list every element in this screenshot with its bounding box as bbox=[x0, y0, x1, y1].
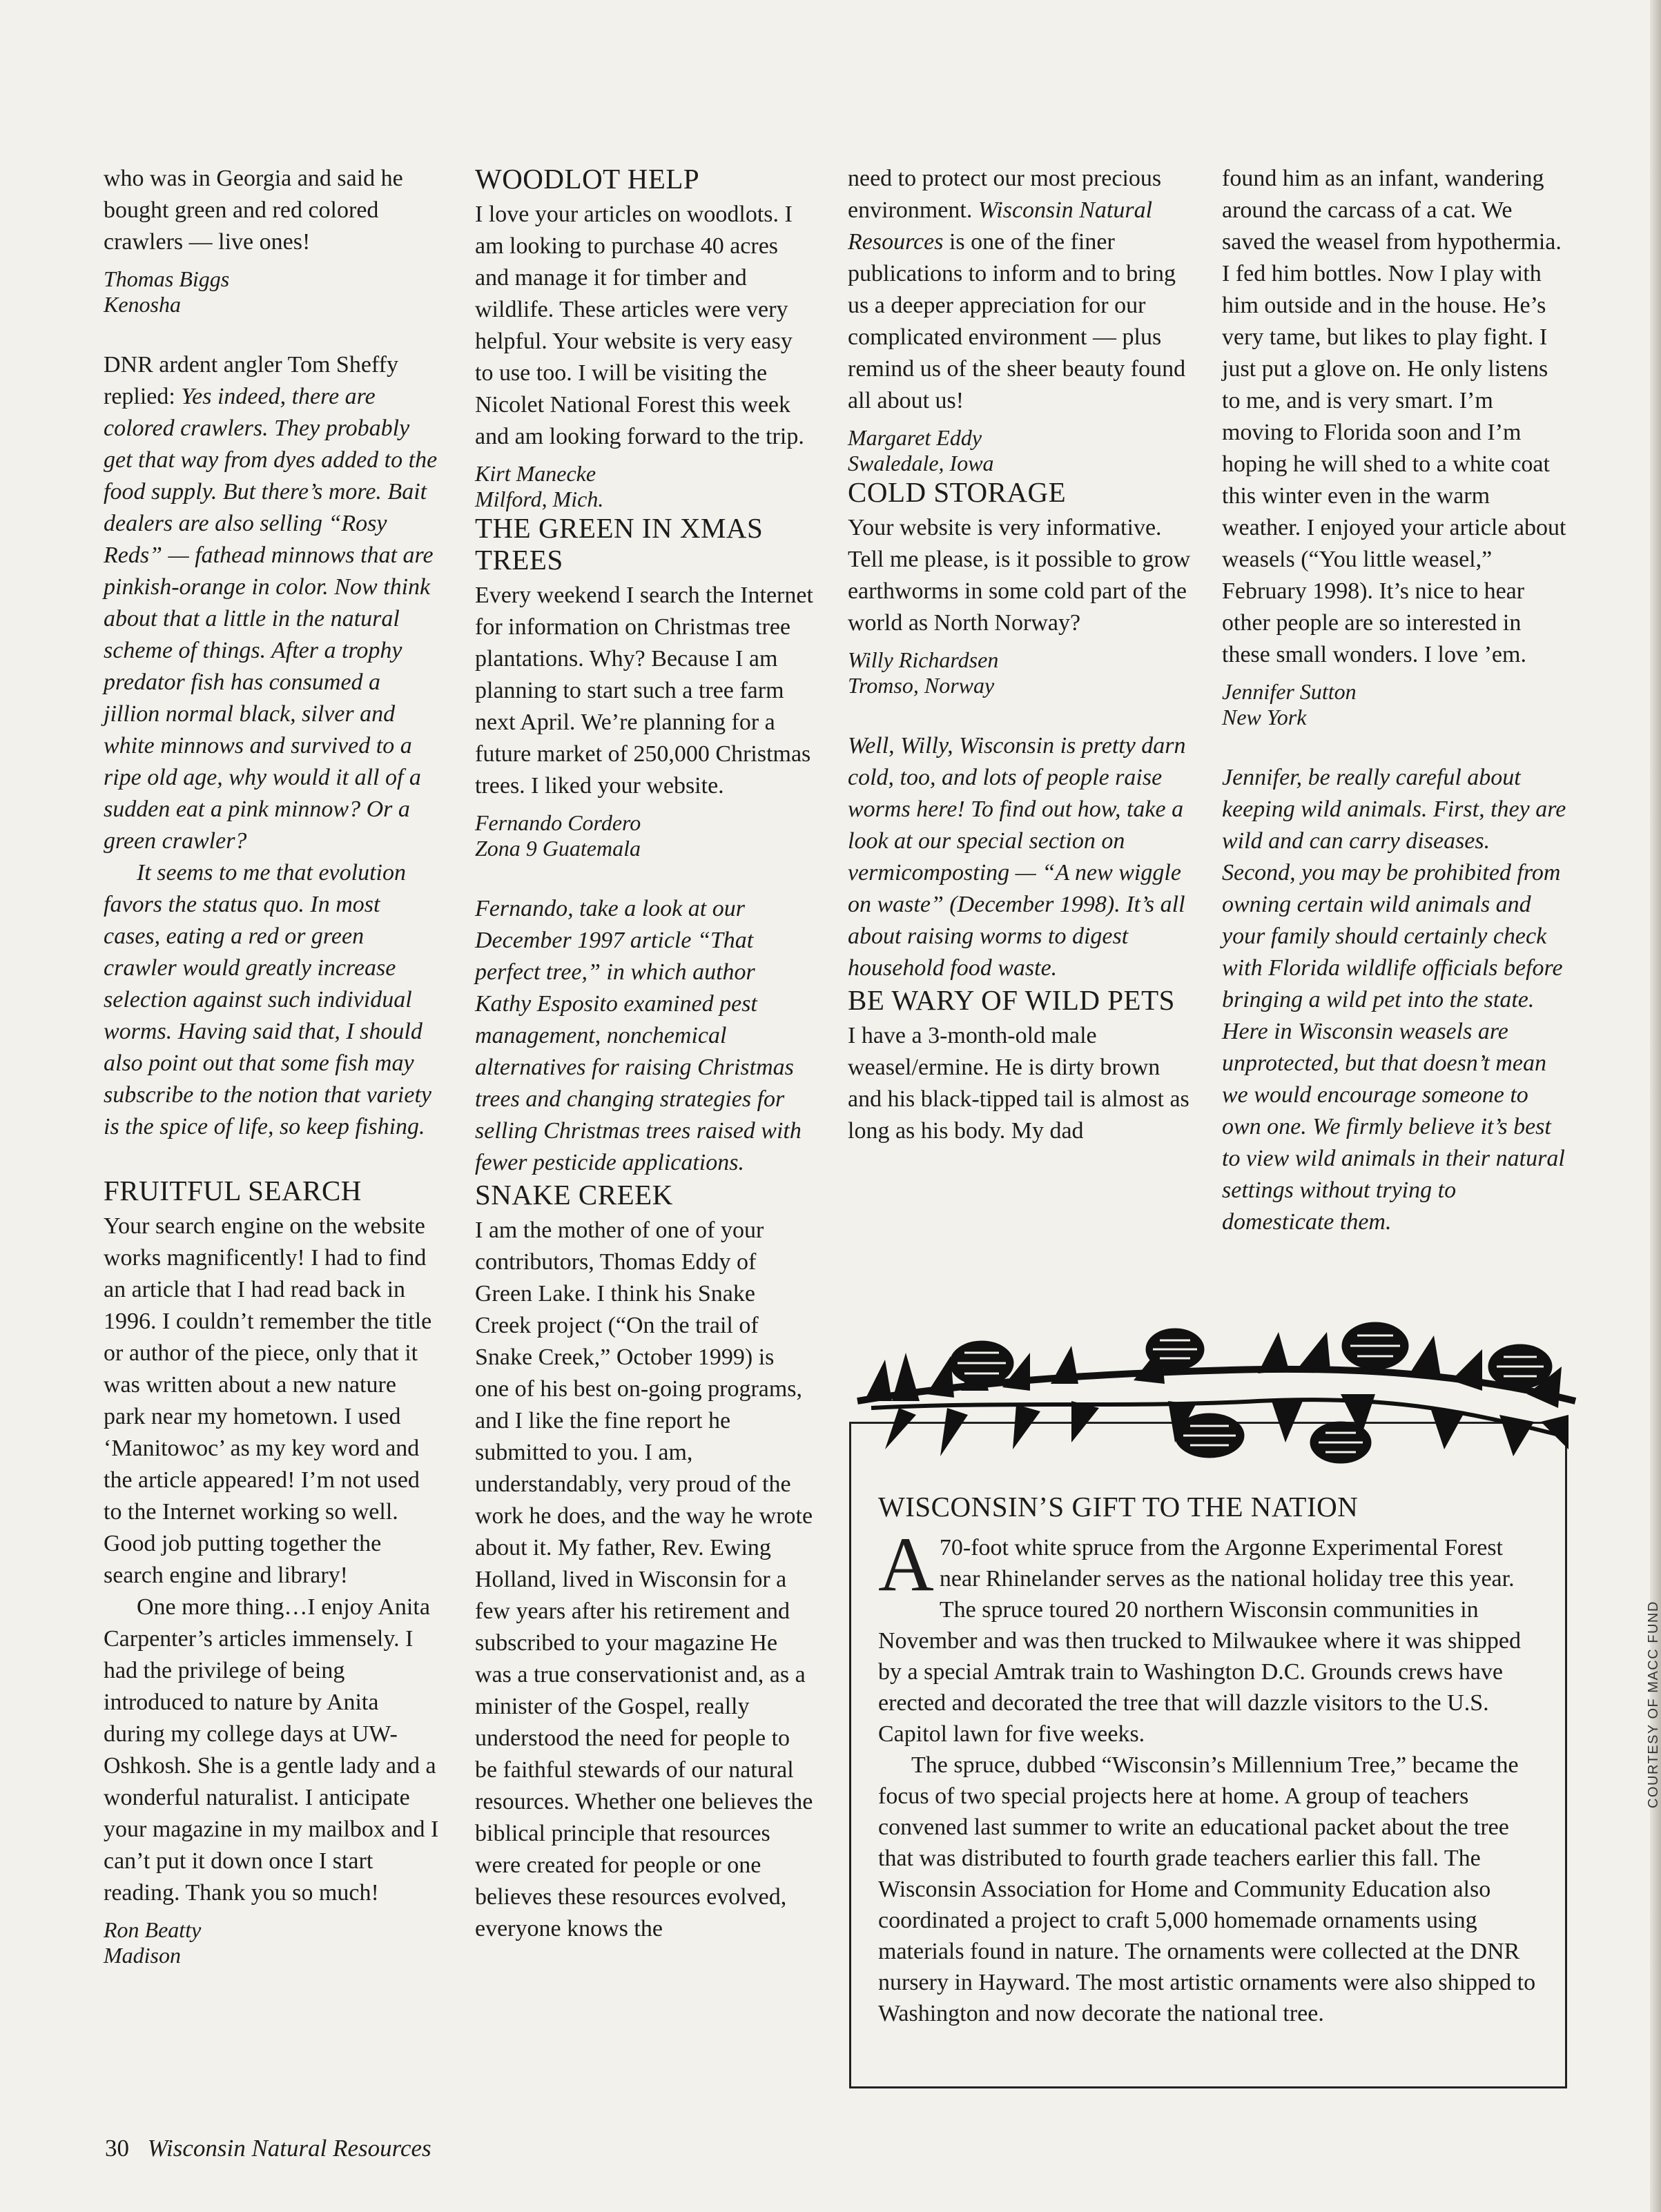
letter-continuation: found him as an infant, wandering around the carcass of a cat. We saved the weasel from hypothermia. I fed him bottles. Now I play with him outside and in the house. He’s very tame, but likes to play fight. I just put a glove on. He only listens to me, and is very smart. I’m moving to Florida soon and I’m hoping he will shed to a white coat this winter even in the warm weather. I enjoyed your article about weasels (“You little weasel,” February 1998). It’s nice to hear other people are so interested in these small wonders. I love ’em. bbox=[1222, 166, 1566, 667]
feature-text: 70-foot white spruce from the Argonne Experimental Forest near Rhinelander serves as the national holiday tree this year. The spruce toured 20 northern Wisconsin communities in November and was then trucked to Milwaukee where it was shipped by a special Amtrak train to Washington D.C. Grounds crews have erected and decorated the tree that will dazzle visitors to the U.S. Capitol lawn for five weeks. bbox=[878, 1535, 1521, 1747]
page-number: 30 bbox=[105, 2135, 129, 2162]
letter-body: Your search engine on the website works magnificently! I had to find an article that I had read back in 1996. I couldn’t remember the title or author of the piece, only that it was written about a new nature park near my hometown. I used ‘Manitowoc’ as my key word and the article appeared! I’m not used to the Internet working so well. Good job putting together the search engine and library! bbox=[104, 1213, 432, 1588]
feature-box-content bbox=[878, 1491, 1541, 2029]
letter-signature bbox=[475, 461, 813, 512]
publication-name: Wisconsin Natural Resources bbox=[147, 2135, 431, 2162]
letter-body: I am the mother of one of your contributors, Thomas Eddy of Green Lake. I think his Snake Creek project (“On the trail of Snake Creek,” October 1999) is one of his best on-going programs, and I like the fine report he submitted to you. I am, understandably, very proud of the work he does, and the way he wrote about it. My father, Rev. Ewing Holland, lived in Wisconsin for a few years after his retirement and subscribed to your magazine He was a true conservationist and, as a minister of the Gospel, really understood the need for people to be faithful stewards of our natural resources. Whether one believes the biblical principle that resources were created for people or one believes these resources evolved, everyone knows the bbox=[475, 1217, 813, 1941]
letter-body-continued: One more thing…I enjoy Anita Carpenter’s articles immensely. I had the privilege of being introduced to nature by Anita during my college days at UW-Oshkosh. She is a gentle lady and a wonderful naturalist. I anticipate your magazine in my mailbox and I can’t put it down once I start reading. Thank you so much! bbox=[104, 1594, 439, 1906]
feature-paragraph-1 bbox=[878, 1522, 1541, 1750]
editor-reply-continued: It seems to me that evolution favors the status quo. In most cases, eating a red or green crawler would greatly increase selection against such individual worms. Having said that, I should also point out that some fish may subscribe to the notion that variety is the spice of life, so keep fishing. bbox=[104, 860, 431, 1139]
signature-location: Madison bbox=[104, 1943, 181, 1968]
section-heading-woodlot-help: WOODLOT HELP bbox=[475, 163, 700, 195]
letter-body: I love your articles on woodlots. I am looking to purchase 40 acres and manage it for timber and wildlife. These articles were very helpful. Your website is very easy to use too. I will be visiting the Nicolet National Forest this week and am looking forward to the trip. bbox=[475, 202, 804, 449]
editor-reply: Jennifer, be really careful about keeping wild animals. First, they are wild and can carry diseases. Second, you may be prohibited from owning certain wild animals and your family should certainly check with Florida wildlife officials before bringing a wild pet into the state. Here in Wisconsin weasels are unprotected, but that doesn’t mean we would encourage someone to own one. We firmly believe it’s best to view wild animals in their natural settings without trying to domesticate them. bbox=[1222, 765, 1566, 1235]
signature-name: Thomas Biggs bbox=[104, 266, 230, 291]
signature-name: Fernando Cordero bbox=[475, 810, 641, 835]
section-heading-wild-pets: BE WARY OF WILD PETS bbox=[848, 984, 1175, 1016]
letter-body: Your website is very informative. Tell me please, is it possible to grow earthworms in some cold part of the world as North Norway? bbox=[848, 515, 1191, 636]
signature-location: Milford, Mich. bbox=[475, 487, 604, 511]
column-2 bbox=[475, 163, 813, 1945]
signature-name: Ron Beatty bbox=[104, 1917, 202, 1942]
signature-location: Zona 9 Guatemala bbox=[475, 836, 641, 861]
section-heading-fruitful-search: FRUITFUL SEARCH bbox=[104, 1175, 362, 1206]
letter-body: I have a 3-month-old male weasel/ermine. He is dirty brown and his black-tipped tail is almost as long as his body. My dad bbox=[848, 1023, 1189, 1144]
magazine-title: Wisconsin Natural Resources bbox=[848, 197, 1153, 255]
letter-continuation bbox=[848, 163, 1193, 417]
column-1 bbox=[104, 163, 442, 1968]
feature-heading: WISCONSIN’S GIFT TO THE NATION bbox=[878, 1491, 1359, 1523]
column-3 bbox=[848, 163, 1193, 1147]
signature-name: Willy Richardsen bbox=[848, 647, 999, 672]
signature-location: Tromso, Norway bbox=[848, 673, 995, 698]
letter-body: Every weekend I search the Internet for information on Christmas tree plantations. Why? Because I am planning to start such a tree farm next April. We’re planning for a future market of 250,000 Christmas trees. I liked your website. bbox=[475, 583, 813, 799]
signature-location: Kenosha bbox=[104, 292, 181, 317]
letter-text: need to protect our most precious environment. bbox=[848, 166, 1162, 223]
reply-text: Yes indeed, there are colored crawlers. They probably get that way from dyes added to the food supply. But there’s more. Bait dealers are also selling “Rosy Reds” — fathead minnows that are pinkish-orange in color. Now think about that a little in the natural scheme of things. After a trophy predator fish has consumed a jillion normal black, silver and white minnows and survived to a ripe old age, why would it all of a sudden eat a pink minnow? Or a green crawler? bbox=[104, 384, 438, 854]
reply-intro: DNR ardent angler Tom Sheffy replied: bbox=[104, 352, 398, 409]
signature-name: Margaret Eddy bbox=[848, 425, 982, 450]
drop-cap: A bbox=[878, 1522, 934, 1607]
signature-name: Kirt Manecke bbox=[475, 461, 596, 486]
letter-text: is one of the finer publications to inform and to bring us a deeper appreciation for our complicated environment — plus remind us of the sheer beauty found all about us! bbox=[848, 229, 1186, 413]
letter-signature bbox=[104, 1917, 442, 1968]
editor-reply: Well, Willy, Wisconsin is pretty darn cold, too, and lots of people raise worms here! To find out how, take a look at our special section on vermicomposting — “A new wiggle on waste” (December 1998). It’s all about raising worms to digest household food waste. bbox=[848, 733, 1186, 981]
signature-location: Swaledale, Iowa bbox=[848, 451, 994, 476]
letter-signature bbox=[1222, 679, 1567, 730]
letter-continuation: who was in Georgia and said he bought green and red colored crawlers — live ones! bbox=[104, 166, 403, 255]
section-heading-xmas-trees: THE GREEN IN XMAS TREES bbox=[475, 512, 764, 576]
signature-name: Jennifer Sutton bbox=[1222, 679, 1357, 704]
signature-location: New York bbox=[1222, 705, 1307, 730]
letter-signature bbox=[104, 266, 442, 317]
editor-reply bbox=[104, 349, 442, 857]
section-heading-cold-storage: COLD STORAGE bbox=[848, 476, 1067, 508]
section-heading-snake-creek: SNAKE CREEK bbox=[475, 1179, 673, 1211]
letter-signature bbox=[475, 810, 813, 861]
page-binding-edge bbox=[1650, 0, 1661, 2212]
column-4 bbox=[1222, 163, 1567, 1238]
page-footer bbox=[105, 2135, 431, 2162]
letter-signature bbox=[848, 647, 1193, 698]
letter-signature bbox=[848, 425, 1193, 476]
photo-credit: COURTESY OF MACC FUND bbox=[1646, 1601, 1661, 1808]
pine-cone-garland-illustration bbox=[844, 1298, 1589, 1505]
editor-reply: Fernando, take a look at our December 1997 article “That perfect tree,” in which author Kathy Esposito examined pest management, nonchemical alternatives for raising Christmas trees and changing strategies for selling Christmas trees raised with fewer pesticide applications. bbox=[475, 896, 802, 1175]
feature-paragraph-2: The spruce, dubbed “Wisconsin’s Millennium Tree,” became the focus of two special projects here at home. A group of teachers convened last summer to write an educational packet about the tree that was distributed to fourth grade teachers earlier this fall. The Wisconsin Association for Home and Community Education also coordinated a project to craft 5,000 homemade ornaments using materials found in nature. The ornaments were collected at the DNR nursery in Hayward. The most artistic ornaments were also shipped to Washington and now decorate the national tree. bbox=[878, 1752, 1536, 2026]
